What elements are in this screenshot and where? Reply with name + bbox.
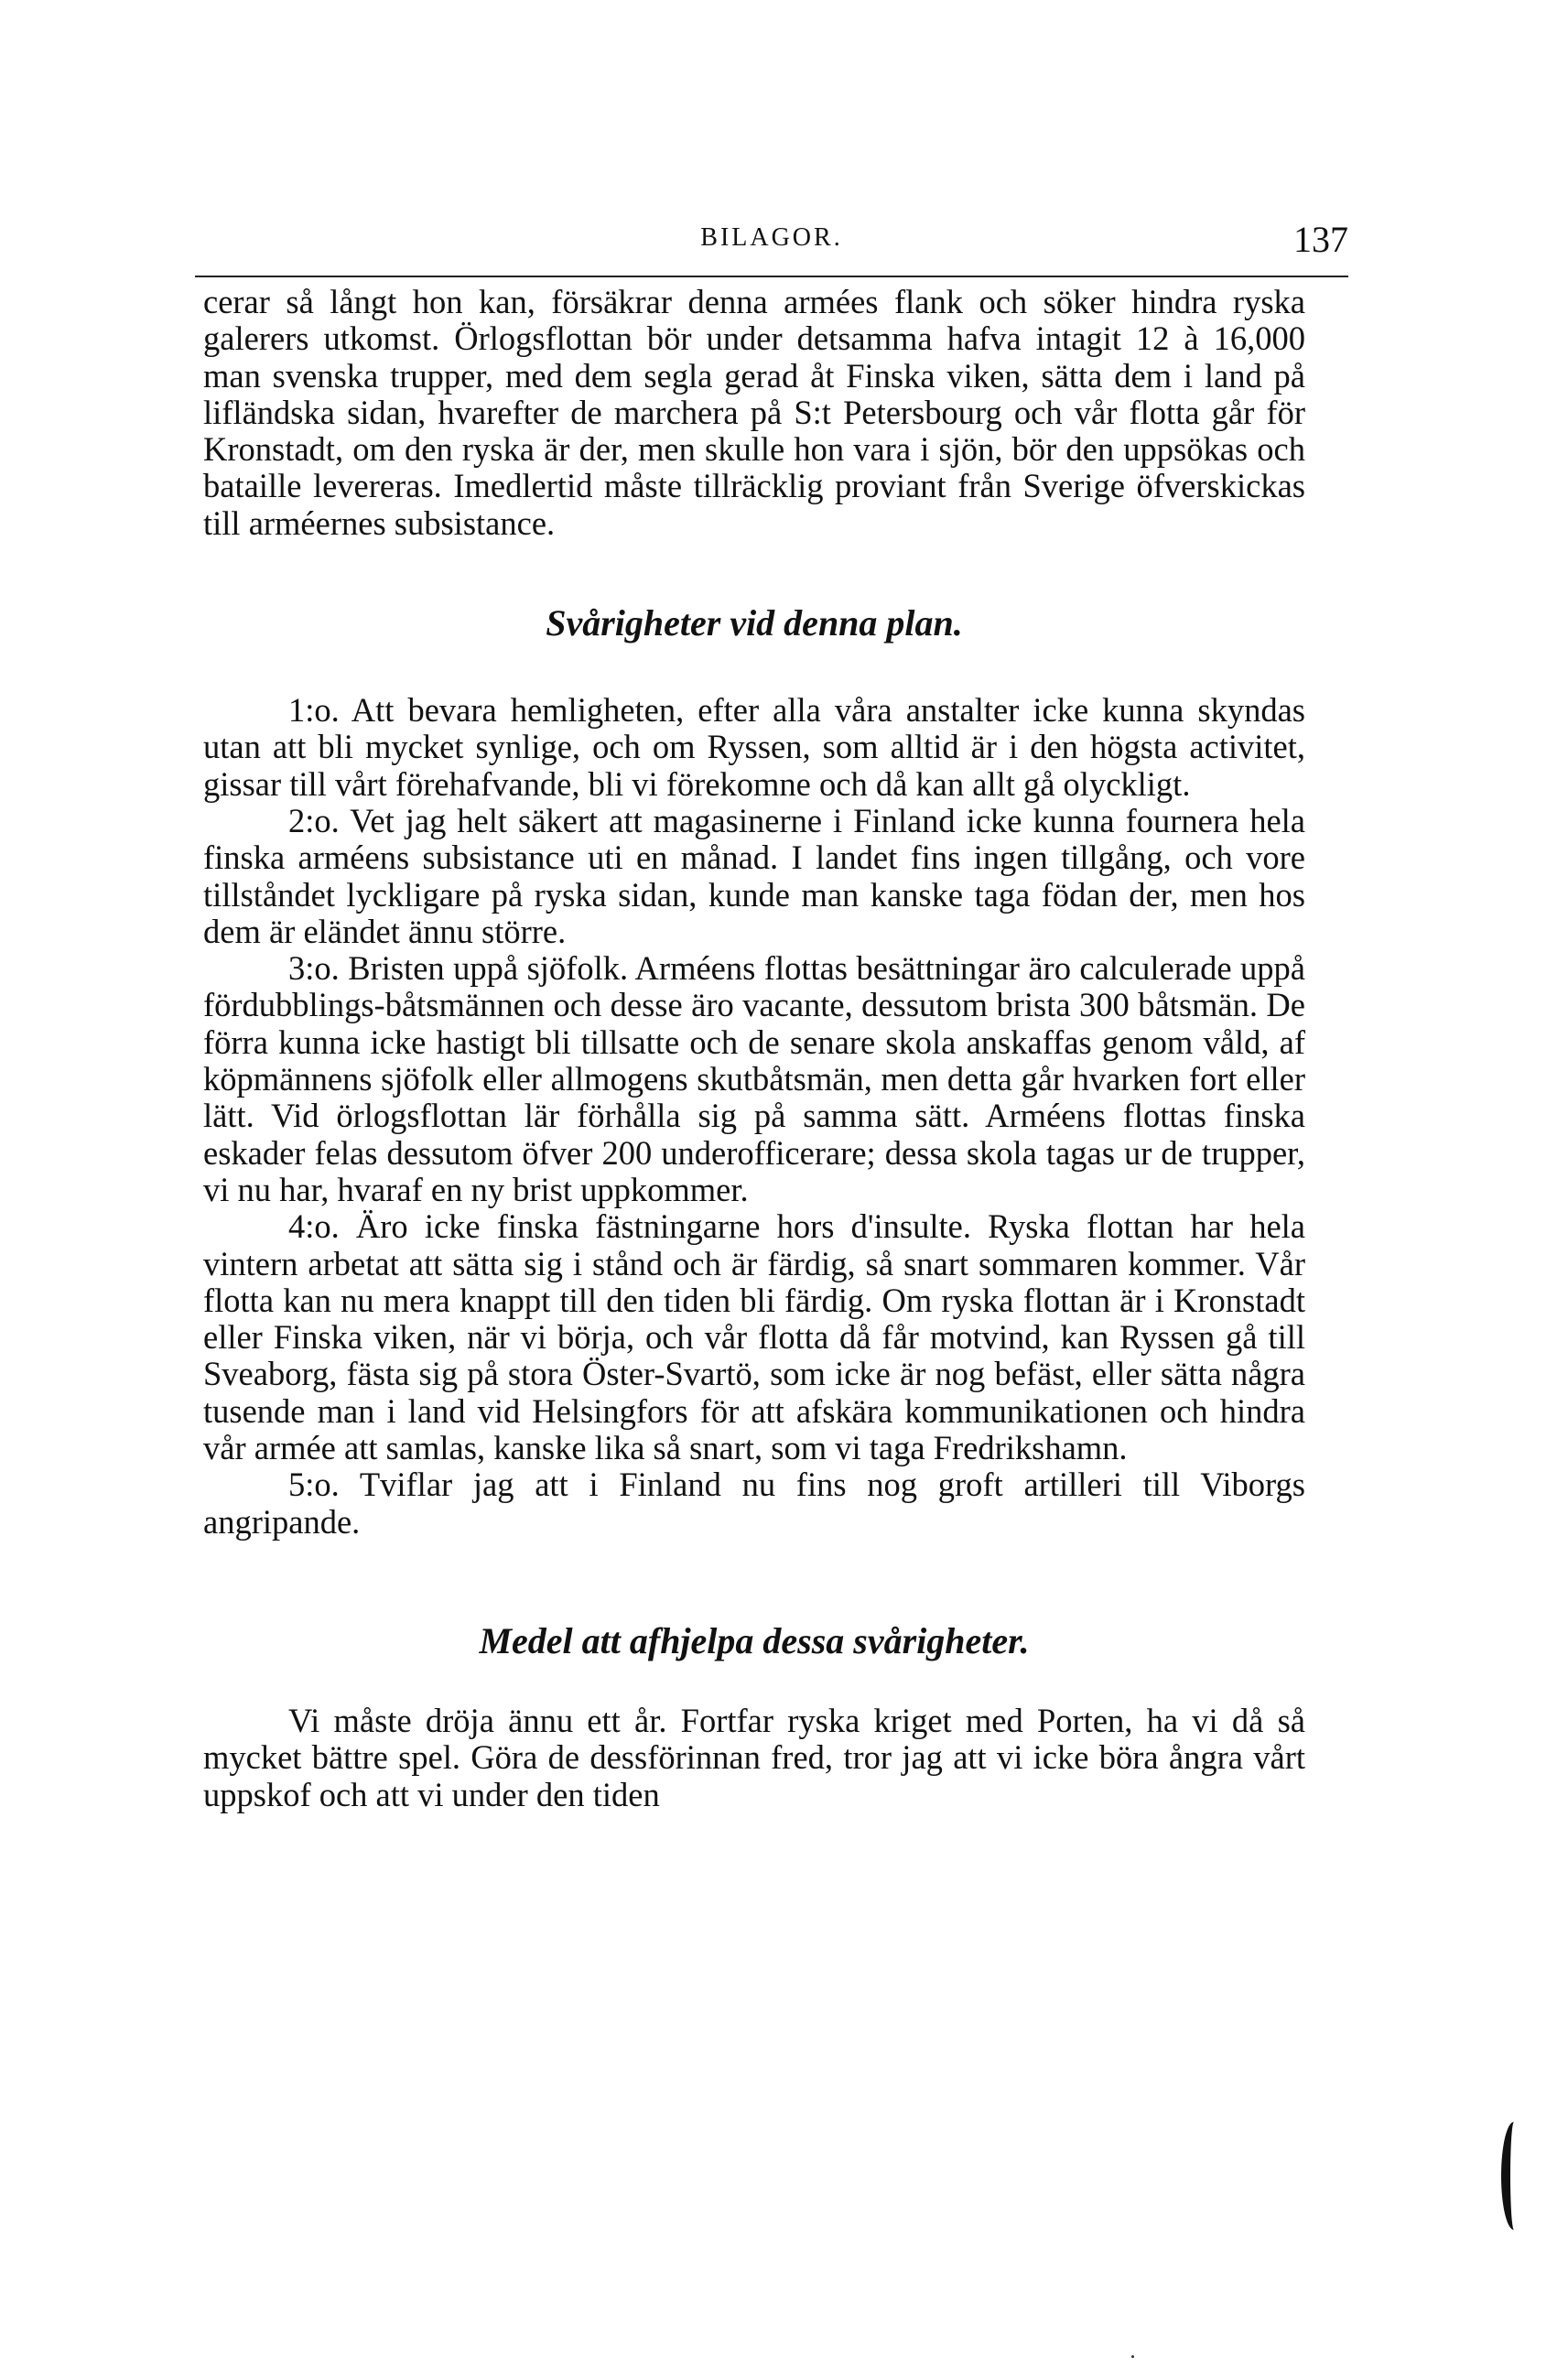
intro-paragraph: cerar så långt hon kan, försäkrar denna armées flank och söker hindra ryska galerers utkomst. Örlogsflottan bör under detsamma hafva intagit 12 à 16,000 man svenska trupper, med dem segla gerad åt Finska viken, sätta dem i land på lifländska sidan, hvarefter de marchera på S:t Petersbourg och vår flotta går för Kronstadt, om den ryska är der, men skulle hon vara i sjön, bör den uppsökas och bataille levereras. Imedlertid måste tillräcklig proviant från Sverige öfverskickas till arméernes subsistance. bbox=[203, 283, 1305, 542]
difficulty-paragraph-2: 2:o. Vet jag helt säkert att magasinerne i Finland icke kunna fournera hela finska arméens subsistance uti en månad. I landet fins ingen tillgång, och vore tillståndet lyckligare på ryska sidan, kunde man kanske taga födan der, men hos dem är eländet ännu större. bbox=[203, 801, 1305, 950]
margin-bracket-mark bbox=[1501, 2122, 1527, 2230]
difficulty-paragraph-5: 5:o. Tviflar jag att i Finland nu fins nog groft artilleri till Viborgs angripande. bbox=[203, 1466, 1305, 1541]
section-heading-difficulties: Svårigheter vid denna plan. bbox=[546, 602, 963, 644]
section-heading-remedies: Medel att afhjelpa dessa svårigheter. bbox=[479, 1619, 1030, 1661]
remedy-paragraph-1: Vi måste dröja ännu ett år. Fortfar ryska kriget med Porten, ha vi då så mycket bättre spel. Göra de dessförinnan fred, tror jag att vi icke böra ångra vårt uppskof och att vi under den tiden bbox=[203, 1701, 1305, 1813]
difficulty-paragraph-1: 1:o. Att bevara hemligheten, efter alla våra anstalter icke kunna skyndas utan att bli mycket synlige, och om Ryssen, som alltid är i den högsta activitet, gissar till vårt förehafvande, bli vi förekomne och då kan allt gå olyckligt. bbox=[203, 691, 1305, 803]
page-header bbox=[195, 218, 1348, 275]
page-number: 137 bbox=[1293, 219, 1348, 260]
difficulty-paragraph-3: 3:o. Bristen uppå sjöfolk. Arméens flottas besättningar äro calculerade uppå fördubblings-båtsmännen och desse äro vacante, dessutom brista 300 båtsmän. De förra kunna icke hastigt bli tillsatte och de senare skola anskaffas genom våld, af köpmännens sjöfolk eller allmogens skutbåtsmän, men detta går hvarken fort eller lätt. Vid örlogsflottan lär förhålla sig på samma sätt. Arméens flottas finska eskader felas dessutom öfver 200 underofficerare; dessa skola tagas ur de trupper, vi nu har, hvaraf en ny brist uppkommer. bbox=[203, 949, 1305, 1208]
scan-speck bbox=[1131, 2355, 1134, 2358]
header-rule bbox=[195, 276, 1348, 277]
page-body bbox=[203, 284, 1305, 1813]
difficulty-paragraph-4: 4:o. Äro icke finska fästningarne hors d'insulte. Ryska flottan har hela vintern arbetat att sätta sig i stånd och är färdig, så snart sommaren kommer. Vår flotta kan nu mera knappt till den tiden bli färdig. Om ryska flottan är i Kronstadt eller Finska viken, när vi börja, och vår flotta då får motvind, kan Ryssen gå till Sveaborg, fästa sig på stora Öster-Svartö, som icke är nog befäst, eller sätta några tusende man i land vid Helsingfors för att afskära kommunikationen och hindra vår armée att samlas, kanske lika så snart, som vi taga Fredrikshamn. bbox=[203, 1207, 1305, 1467]
running-head: BILAGOR. bbox=[700, 223, 843, 252]
